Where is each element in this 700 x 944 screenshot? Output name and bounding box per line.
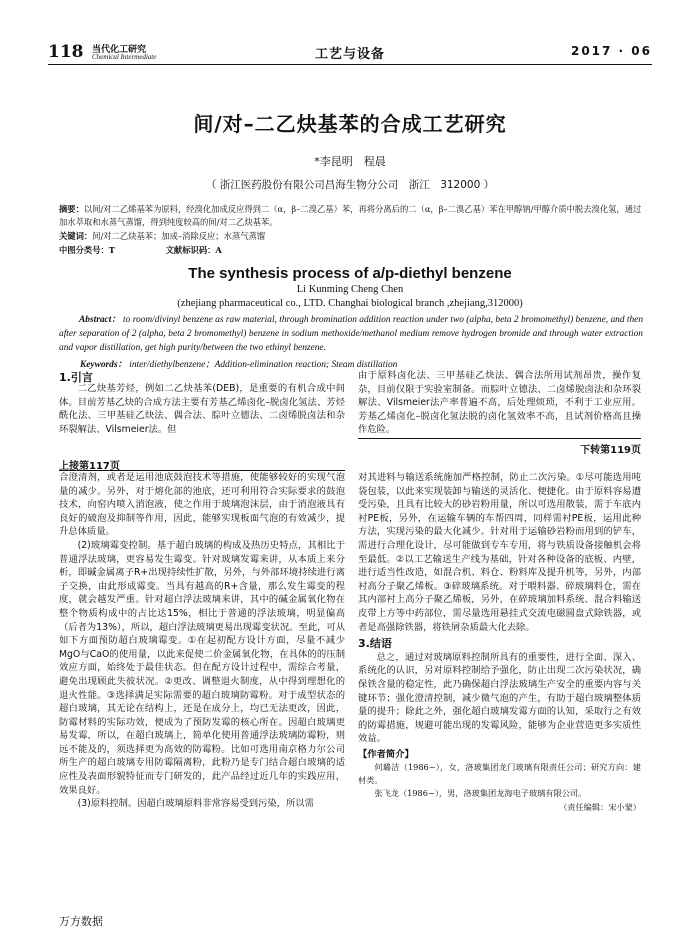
intro-heading: 1.引言 bbox=[59, 371, 93, 384]
keywords-cn bbox=[59, 230, 643, 243]
continued-to: 下转第119页 bbox=[580, 445, 641, 456]
authors-en: Li Kunming Cheng Chen bbox=[296, 284, 404, 295]
page-number: 118 bbox=[48, 42, 84, 62]
author-intro-heading: 【作者简介】 bbox=[358, 748, 414, 760]
abstract-text: 以间/对二乙烯基苯为原料，经溴化加成反应得到二（α，β–二溴乙基）苯，再将分离后的二（α，β–二溴乙基）苯在甲醇钠/甲醇介质中脱去溴化氢，通过加水萃取和水蒸气蒸馏，得到纯度较高的间/对二乙炔基苯。 bbox=[59, 204, 642, 227]
keywords-en-label: Keywords： bbox=[80, 360, 127, 370]
abstract-label: 摘要： bbox=[59, 204, 84, 214]
authors: *李昆明 程晨 bbox=[314, 155, 386, 168]
conclusion-heading: 3.结语 bbox=[358, 637, 392, 651]
section-title: 工艺与设备 bbox=[314, 47, 385, 62]
intro-paragraph: 二乙炔基芳烃，例如二乙炔基苯(DEB)，是重要的有机合成中间体。目前芳基乙炔的合成方法主要有芳基乙烯卤化–脱卤化氢法、芳烃酰化法、三甲基硅乙炔法、偶合法、腙叶立德法、二卤烯脱卤法和杂环裂解法、Vilsmeier法。但 bbox=[59, 383, 345, 435]
class-label: 中图分类号： bbox=[59, 245, 109, 255]
conclusion-paragraph: 总之，通过对玻璃原料控制所具有的重要性，进行全面、深入、系统化的认识，另对原料控制给予强化，防止出现二次污染状况，确保铁含量的稳定性，此乃确保超白浮法玻璃生产安全的重要内容与关键环节；强化澄清控制，减少微气泡的产生，有助于超白玻璃整体质量的提升；除此之外，强化超白玻璃发霉方面的认知，采取行之有效的防霉措施，规避可能出现的发霉风险，能够为企业营造更多实质性效益。 bbox=[358, 651, 641, 745]
classification bbox=[59, 244, 643, 257]
intro-body bbox=[59, 382, 345, 436]
abstract-en-label: Abstract： bbox=[79, 315, 121, 325]
left-column bbox=[59, 471, 345, 811]
doc-code-value: A bbox=[215, 245, 222, 255]
abstract-en-text: to room/divinyl benzene as raw material, through bromination addition reaction under two (alpha, beta 2 bromomethyl) benzene, and then after separation of 2 (alpha, beta 2 bromomethyl) benzene in sodium methoxide/methanol medium remove hydrogen bromide and through water extraction and vapor distillation, get high purity/between the two ethinyl benzene. bbox=[59, 315, 644, 353]
intro-paragraph-cont: 由于原料卤化法、三甲基硅乙炔法、偶合法所用试剂昂贵，操作复杂，目前仅限于实验室制备。而腙叶立德法、二卤烯脱卤法和杂环裂解法、Vilsmeier法产率普遍不高，后处理烦琐，不利于工业应用。芳基乙烯卤化–脱卤化氢法脱的卤化氢效率不高，且试剂价格高且操作危险。 bbox=[358, 370, 641, 436]
article-title: 间/对–二乙炔基苯的合成工艺研究 bbox=[193, 112, 507, 136]
keywords-en-text: inter/diethylbenzene；Addition-elimination reaction; Steam distillation bbox=[129, 360, 398, 370]
body-paragraph: 合澄清剂，或者是运用池底鼓泡技术等措施，使能够较好的实现气泡量的减少。另外，对于熔化部的池底，还可利用符合实际要求的鼓泡技术，向窑内喷入消泡液，使之作用于玻璃泡沫层，由于消泡液具有良好的破泡及抑制等作用，因此，能够实现板面气泡的有效减少，提升总体质量。 bbox=[59, 472, 345, 538]
header-rule bbox=[48, 64, 652, 65]
issue-label: 2017 · 06 bbox=[570, 44, 652, 58]
body-paragraph: (2)玻璃霉变控制。基于超白玻璃的构成及热历史特点，其相比于普通浮法玻璃，更容易发生霉变。针对玻璃发霉来讲，从本质上来分析，即碱金属离子R+出现持续性扩散，另外，与外部环境持续进行离子交换，由此形成霉变。当具有越高的R+含量，那么发生霉变的程度，就会越发严重。针对超白浮法玻璃来讲，其中的碱金属氧化物在整个物质构成中的占比达15%，相比于普通的浮法玻璃，明显偏高（后者为13%），所以，超白浮法玻璃更易出现霉变状况。至此，可从如下方面预防超白玻璃霉变。①在起初配方设计方面，尽量不减少MgO与CaO的使用量，以此来促使二价金属氧化物，在具体的的压制效应方面，始终处于最佳状态。但在配方设计过程中，需综合考量，避免出现顾此失彼状况。②更改、调整退火制度，从中得到理想化的退火性能。③选择满足实际需要的超白玻璃防霉粉。对于成型状态的超白玻璃，其无论在结构上，还是在成分上，均已无法更改，因此，防霉材料的实际功效，便成为了预防发霉的核心所在。因超白玻璃更易发霉，所以，在超白玻璃上，简单化使用普通浮法玻璃防霉粉，则远不能及的，须选择更为高效的防霉粉。比如可选用南京格力尔公司所生产的超白玻璃专用防霉隔离粉，此粉乃是专门结合超白玻璃的适应性及表面形貌特征而专门研发的，此产品经过近几年的实践应用，效果良好。 bbox=[59, 539, 345, 796]
keywords-text: 间/对二乙炔基苯；加成–消除反应；水蒸气蒸馏 bbox=[92, 231, 266, 241]
footer-source: 万方数据 bbox=[59, 915, 103, 928]
editor-credit: （责任编辑：宋小蒙） bbox=[559, 802, 641, 813]
affiliation-en: (zhejiang pharmaceutical co., LTD. Changhai biological branch ,zhejiang,312000) bbox=[177, 298, 523, 309]
body-paragraph: (3)原料控制。因超白玻璃原料非常容易受到污染，所以需 bbox=[77, 798, 314, 810]
divider bbox=[358, 438, 641, 439]
right-column bbox=[358, 471, 641, 815]
class-value: T bbox=[108, 245, 115, 255]
keywords-en bbox=[80, 356, 640, 370]
affiliation: （ 浙江医药股份有限公司昌海生物分公司 浙江 312000 ） bbox=[205, 179, 495, 191]
author-bio: 张飞龙（1986~），男，洛玻集团龙海电子玻璃有限公司。 bbox=[374, 788, 587, 799]
keywords-label: 关键词： bbox=[59, 231, 93, 241]
journal-name-en: Chemical Intermediate bbox=[92, 53, 157, 61]
intro-body-cont bbox=[358, 369, 641, 437]
author-bio: 何璐洁（1986~），女，洛玻集团龙门玻璃有限责任公司；研究方向：建材类。 bbox=[358, 762, 641, 786]
abstract-cn bbox=[59, 203, 643, 229]
continued-from: 上接第117页 bbox=[59, 461, 120, 472]
body-paragraph: 对其进料与输送系统施加严格控制，防止二次污染。①尽可能选用吨袋包装，以此来实现装卸与输送的灵活化、便捷化。由于原料容易遭受污染，且具有比较大的砂岩粉用量，所以可选用散装，需于车底内衬PE板，另外，在运输车辆的车帮四周，同样需衬PE板，运用此种方法，实现污染的最大化减少。针对用于运输砂岩粉而用到的铲车，需进行合理化设计，尽可能做到专车专用，将与铁质设备接触机会将至最低。②以工艺输送生产线为基础，针对各种设备的底板、内壁，进行适当性改造，如混合机、料仓、粉料库及提升机等，另外，内部衬高分子聚乙烯板。③碎玻璃系统。对于喂料器、碎玻璃料仓，需在其内部衬上高分子聚乙烯板，另外，在碎玻璃加料系统、混合料输送皮带上方等中药部位，需尽量选用悬挂式交流电磁圆盘式除铁器，或者是高强除铁器，将铁屑杂质最大化去除。 bbox=[358, 472, 641, 633]
article-title-en: The synthesis process of a/p-diethyl benzene bbox=[188, 265, 512, 282]
abstract-en bbox=[59, 313, 643, 355]
doc-code-label: 文献标识码： bbox=[165, 245, 216, 255]
journal-name: 当代化工研究 bbox=[92, 45, 147, 55]
